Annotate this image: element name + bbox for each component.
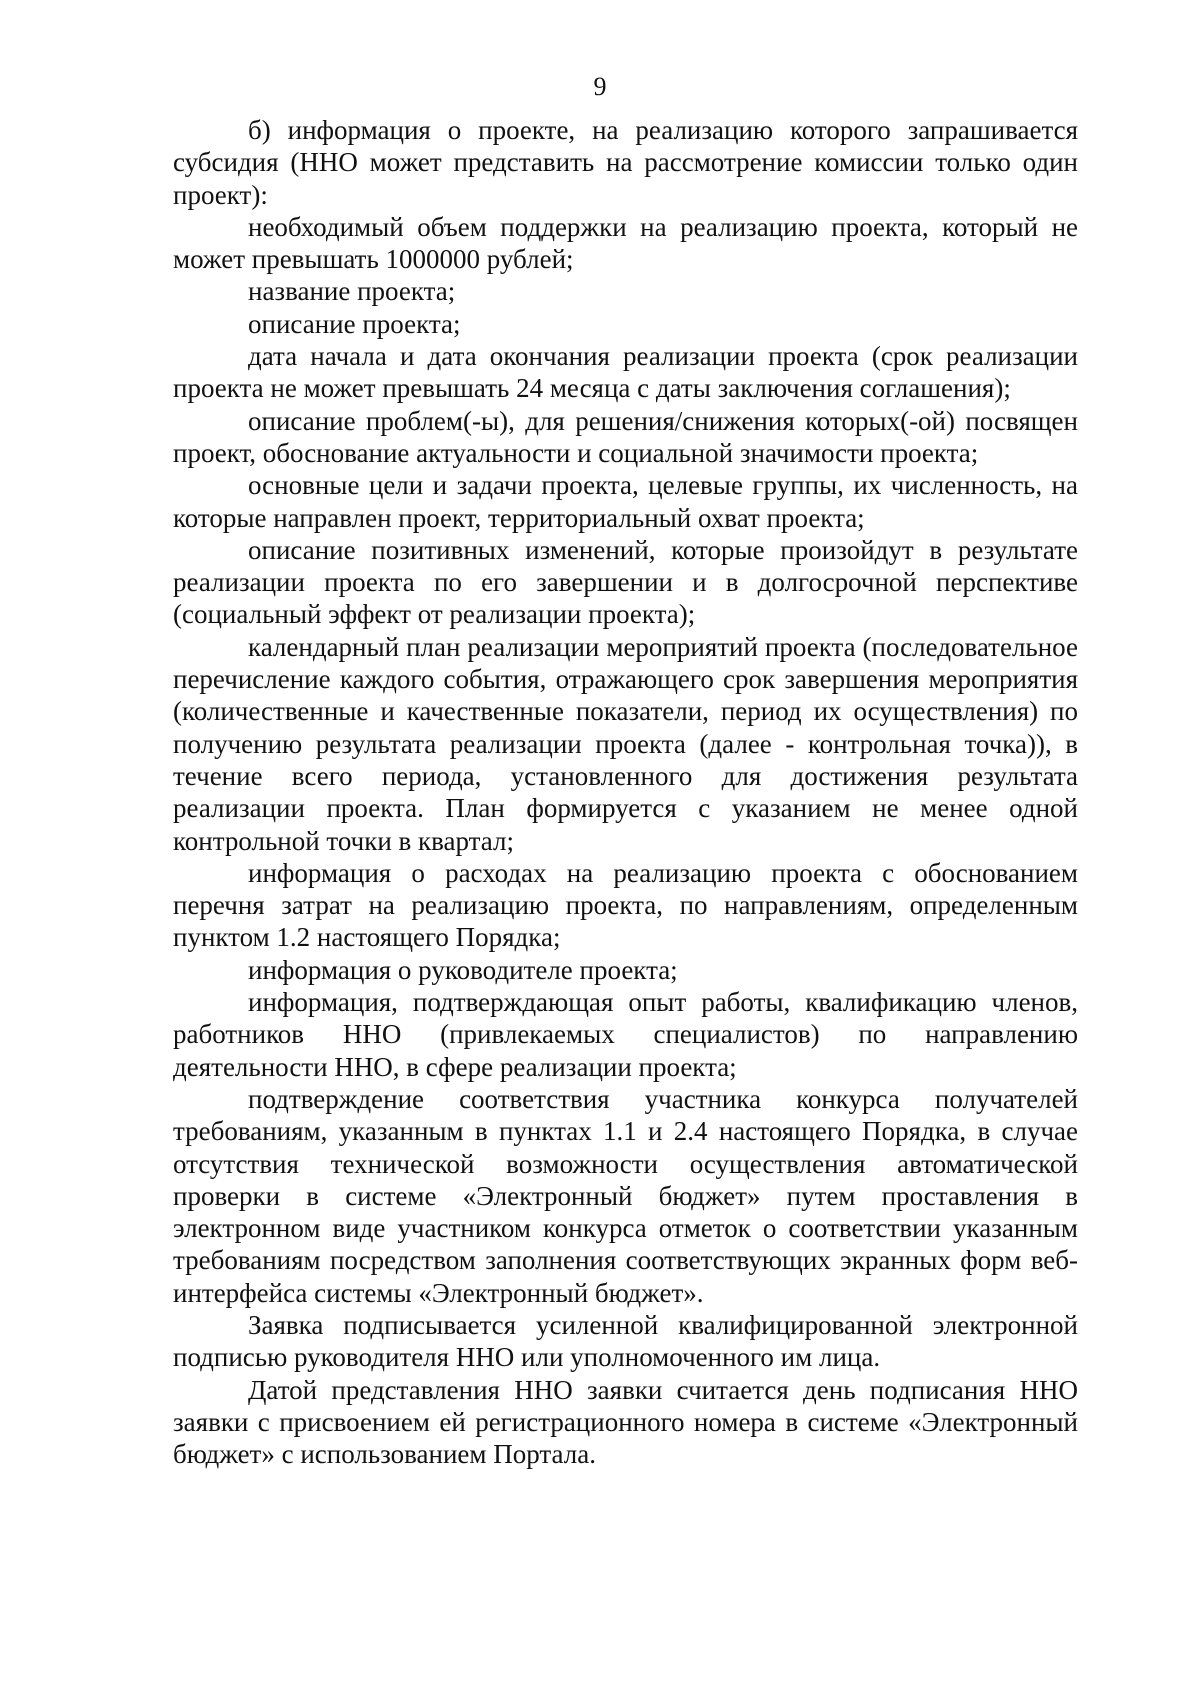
paragraph: описание позитивных изменений, которые произойдут в результате реализации проекта по его завершении и в долгосрочной перспективе (социальный эффект от реализации проекта); bbox=[173, 534, 1078, 630]
paragraph: основные цели и задачи проекта, целевые группы, их численность, на которые направлен проект, территориальный охват проекта; bbox=[173, 470, 1078, 533]
paragraph: календарный план реализации мероприятий проекта (последовательное перечисление каждого события, отражающего срок завершения мероприятия (количественные и качественные показатели, период их осуществления) по получению результата реализации проекта (далее - контрольная точка)), в течение всего периода, установленного для достижения результата реализации проекта. План формируется с указанием не менее одной контрольной точки в квартал; bbox=[173, 631, 1078, 856]
paragraph: Датой представления ННО заявки считается день подписания ННО заявки с присвоением ей регистрационного номера в системе «Электронный бюджет» с использованием Портала. bbox=[173, 1374, 1078, 1470]
document-body bbox=[173, 114, 1078, 1470]
page-number: 9 bbox=[593, 72, 607, 101]
paragraph: информация о руководителе проекта; bbox=[248, 954, 678, 985]
paragraph: описание проекта; bbox=[248, 308, 461, 339]
paragraph: подтверждение соответствия участника конкурса получателей требованиям, указанным в пунктах 1.1 и 2.4 настоящего Порядка, в случае отсутствия технической возможности осуществления автоматической проверки в системе «Электронный бюджет» путем проставления в электронном виде участником конкурса отметок о соответствии указанным требованиям посредством заполнения соответствующих экранных форм веб-интерфейса системы «Электронный бюджет». bbox=[173, 1083, 1078, 1308]
paragraph: название проекта; bbox=[248, 276, 456, 307]
paragraph: Заявка подписывается усиленной квалифицированной электронной подписью руководителя ННО или уполномоченного им лица. bbox=[173, 1309, 1078, 1373]
paragraph: описание проблем(-ы), для решения/снижения которых(-ой) посвящен проект, обоснование актуальности и социальной значимости проекта; bbox=[173, 405, 1078, 468]
paragraph: необходимый объем поддержки на реализацию проекта, который не может превышать 1000000 рублей; bbox=[173, 211, 1078, 275]
paragraph: дата начала и дата окончания реализации проекта (срок реализации проекта не может превышать 24 месяца с даты заключения соглашения); bbox=[173, 341, 1078, 404]
paragraph: б) информация о проекте, на реализацию которого запрашивается субсидия (ННО может представить на рассмотрение комиссии только один проект): bbox=[173, 115, 1078, 210]
paragraph: информация, подтверждающая опыт работы, квалификацию членов, работников ННО (привлекаемых специалистов) по направлению деятельности ННО, в сфере реализации проекта; bbox=[173, 987, 1078, 1082]
paragraph: информация о расходах на реализацию проекта с обоснованием перечня затрат на реализацию проекта, по направлениям, определенным пунктом 1.2 настоящего Порядка; bbox=[173, 857, 1078, 953]
